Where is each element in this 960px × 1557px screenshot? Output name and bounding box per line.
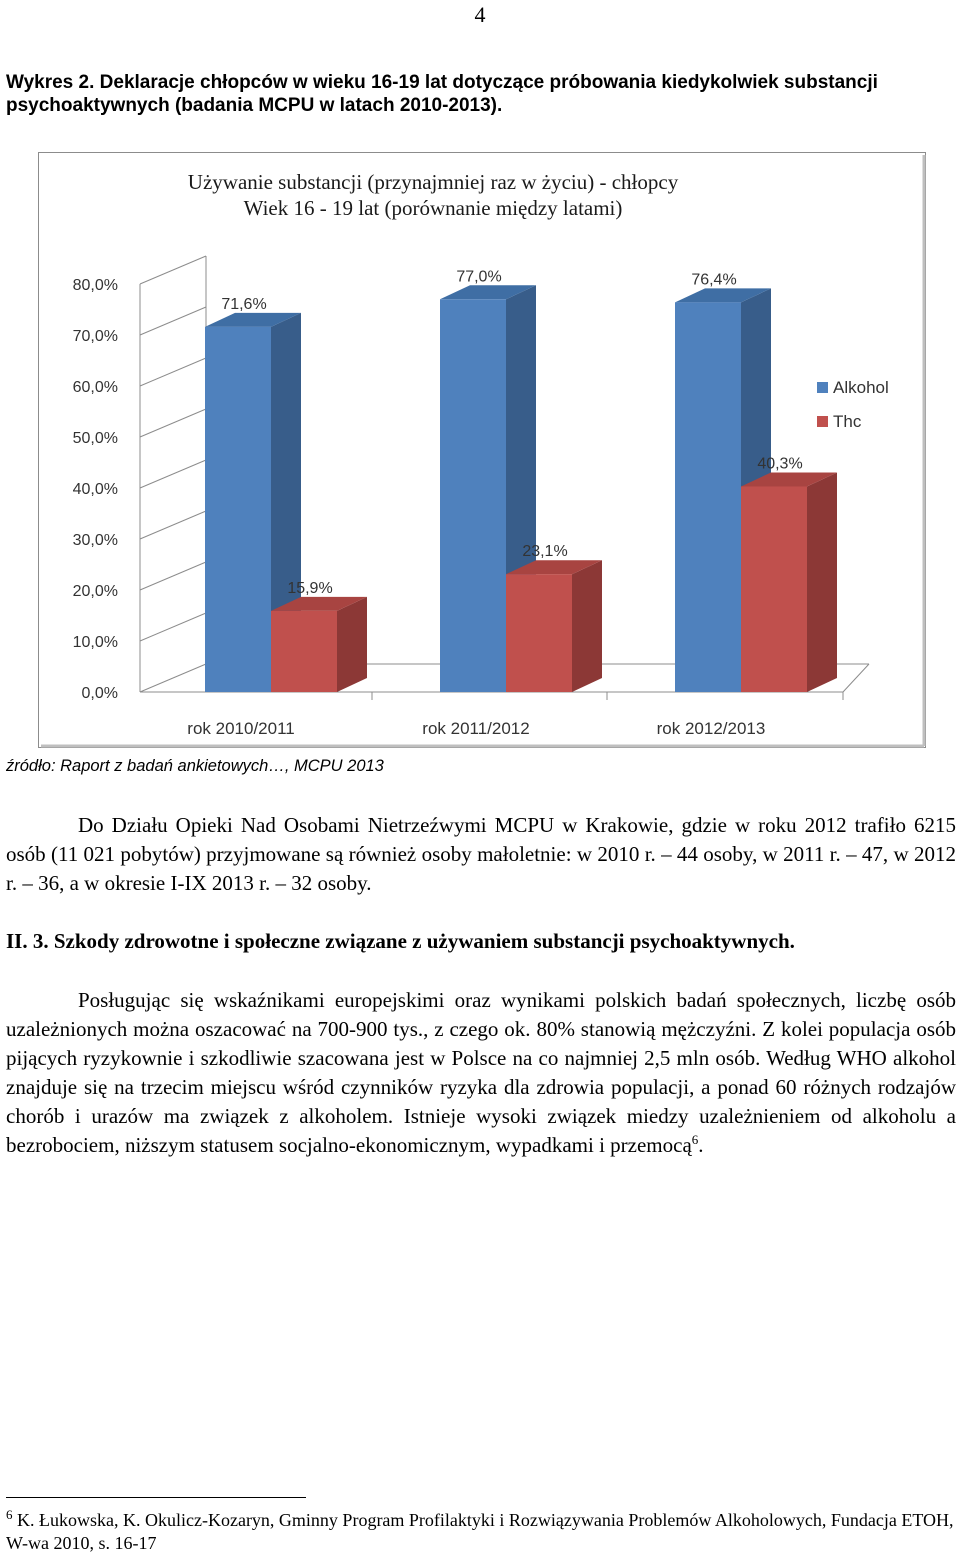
bar-thc-0 [271,611,337,692]
y-tick-label: 50,0% [72,430,118,447]
bar-chart [38,152,926,748]
section-heading: II. 3. Szkody zdrowotne i społeczne związane z używaniem substancji psychoaktywnych. [6,929,795,953]
y-tick-label: 70,0% [72,328,118,345]
data-label-alkohol-0: 71,6% [221,295,267,313]
bar-side-thc-2 [807,472,837,692]
y-tick-label: 30,0% [72,532,118,549]
paragraph-end-punctuation: . [698,1133,704,1157]
y-tick-label: 80,0% [72,277,118,294]
chart-container [38,152,926,748]
y-tick-label: 60,0% [72,379,118,396]
data-label-alkohol-2: 76,4% [691,271,737,289]
bar-side-thc-1 [572,560,602,692]
page-number: 4 [474,2,486,27]
chart-title-line2: Wiek 16 - 19 lat (porównanie między latami) [243,196,623,220]
footnote-number: 6 [6,1507,13,1522]
figure-caption: Wykres 2. Deklaracje chłopców w wieku 16-19 lat dotyczące próbowania kiedykolwiek substancji psychoaktywnych (badania MCPU w latach 2010-2013). [6,72,878,116]
paragraph-health-harms-text: Posługując się wskaźnikami europejskimi oraz wynikami polskich badań społecznych, liczbę osób uzależnionych można oszacować na 700-900 tys., z czego ok. 80% stanowią mężczyźni. Z kolei populacja osób pijących ryzykownie i szkodliwie szacowana jest w Polsce na co najmniej 2,5 mln osób. Według WHO alkohol znajduje się na trzecim miejscu wśród czynników ryzyka dla zdrowia populacji, a ponad 60 różnych rodzajów chorób i urazów ma związek z alkoholem. Istnieje wysoki związek miedzy uzależnieniem od alkoholu a bezrobociem, niższym statusem socjalno-ekonomicznym, wypadkami i przemocą [6,988,956,1157]
chart-source-note: źródło: Raport z badań ankietowych…, MCPU 2013 [6,757,384,775]
x-tick-label: rok 2011/2012 [422,719,530,738]
paragraph-health-harms [6,986,956,1160]
y-tick-label: 0,0% [81,685,118,702]
x-tick-label: rok 2010/2011 [187,719,295,738]
bar-alkohol-2 [675,302,741,692]
x-tick-label: rok 2012/2013 [656,719,766,738]
y-tick-label: 10,0% [72,634,118,651]
legend-swatch-alkohol [817,382,828,393]
bar-side-thc-0 [337,597,367,692]
data-label-thc-2: 40,3% [757,455,803,473]
bar-alkohol-1 [440,299,506,692]
chart-title-line1: Używanie substancji (przynajmniej raz w życiu) - chłopcy [187,170,679,194]
y-tick-label: 40,0% [72,481,118,498]
bar-alkohol-0 [205,327,271,692]
data-label-thc-1: 23,1% [522,543,568,561]
legend-label-alkohol: Alkohol [833,378,889,397]
data-label-alkohol-1: 77,0% [456,268,502,286]
footnote-separator [6,1497,306,1498]
footnote-reference[interactable]: 6 [691,1132,699,1147]
footnote-text: K. Łukowska, K. Okulicz-Kozaryn, Gminny Program Profilaktyki i Rozwiązywania Problemów Alkoholowych, Fundacja ETOH, W-wa 2010, s. 16-17 [6,1510,954,1553]
footnote [6,1509,956,1555]
bar-thc-1 [506,574,572,692]
y-tick-label: 20,0% [72,583,118,600]
paragraph-mcpu-admissions: Do Działu Opieki Nad Osobami Nietrzeźwymi MCPU w Krakowie, gdzie w roku 2012 trafiło 6215 osób (11 021 pobytów) przyjmowane są również osoby małoletnie: w 2010 r. – 44 osoby, w 2011 r. – 47, w 2012 r. – 36, a w okresie I-IX 2013 r. – 32 osoby. [6,813,956,895]
legend-label-thc: Thc [833,412,862,431]
data-label-thc-0: 15,9% [287,579,333,597]
legend-swatch-thc [817,416,828,427]
bar-thc-2 [741,486,807,692]
